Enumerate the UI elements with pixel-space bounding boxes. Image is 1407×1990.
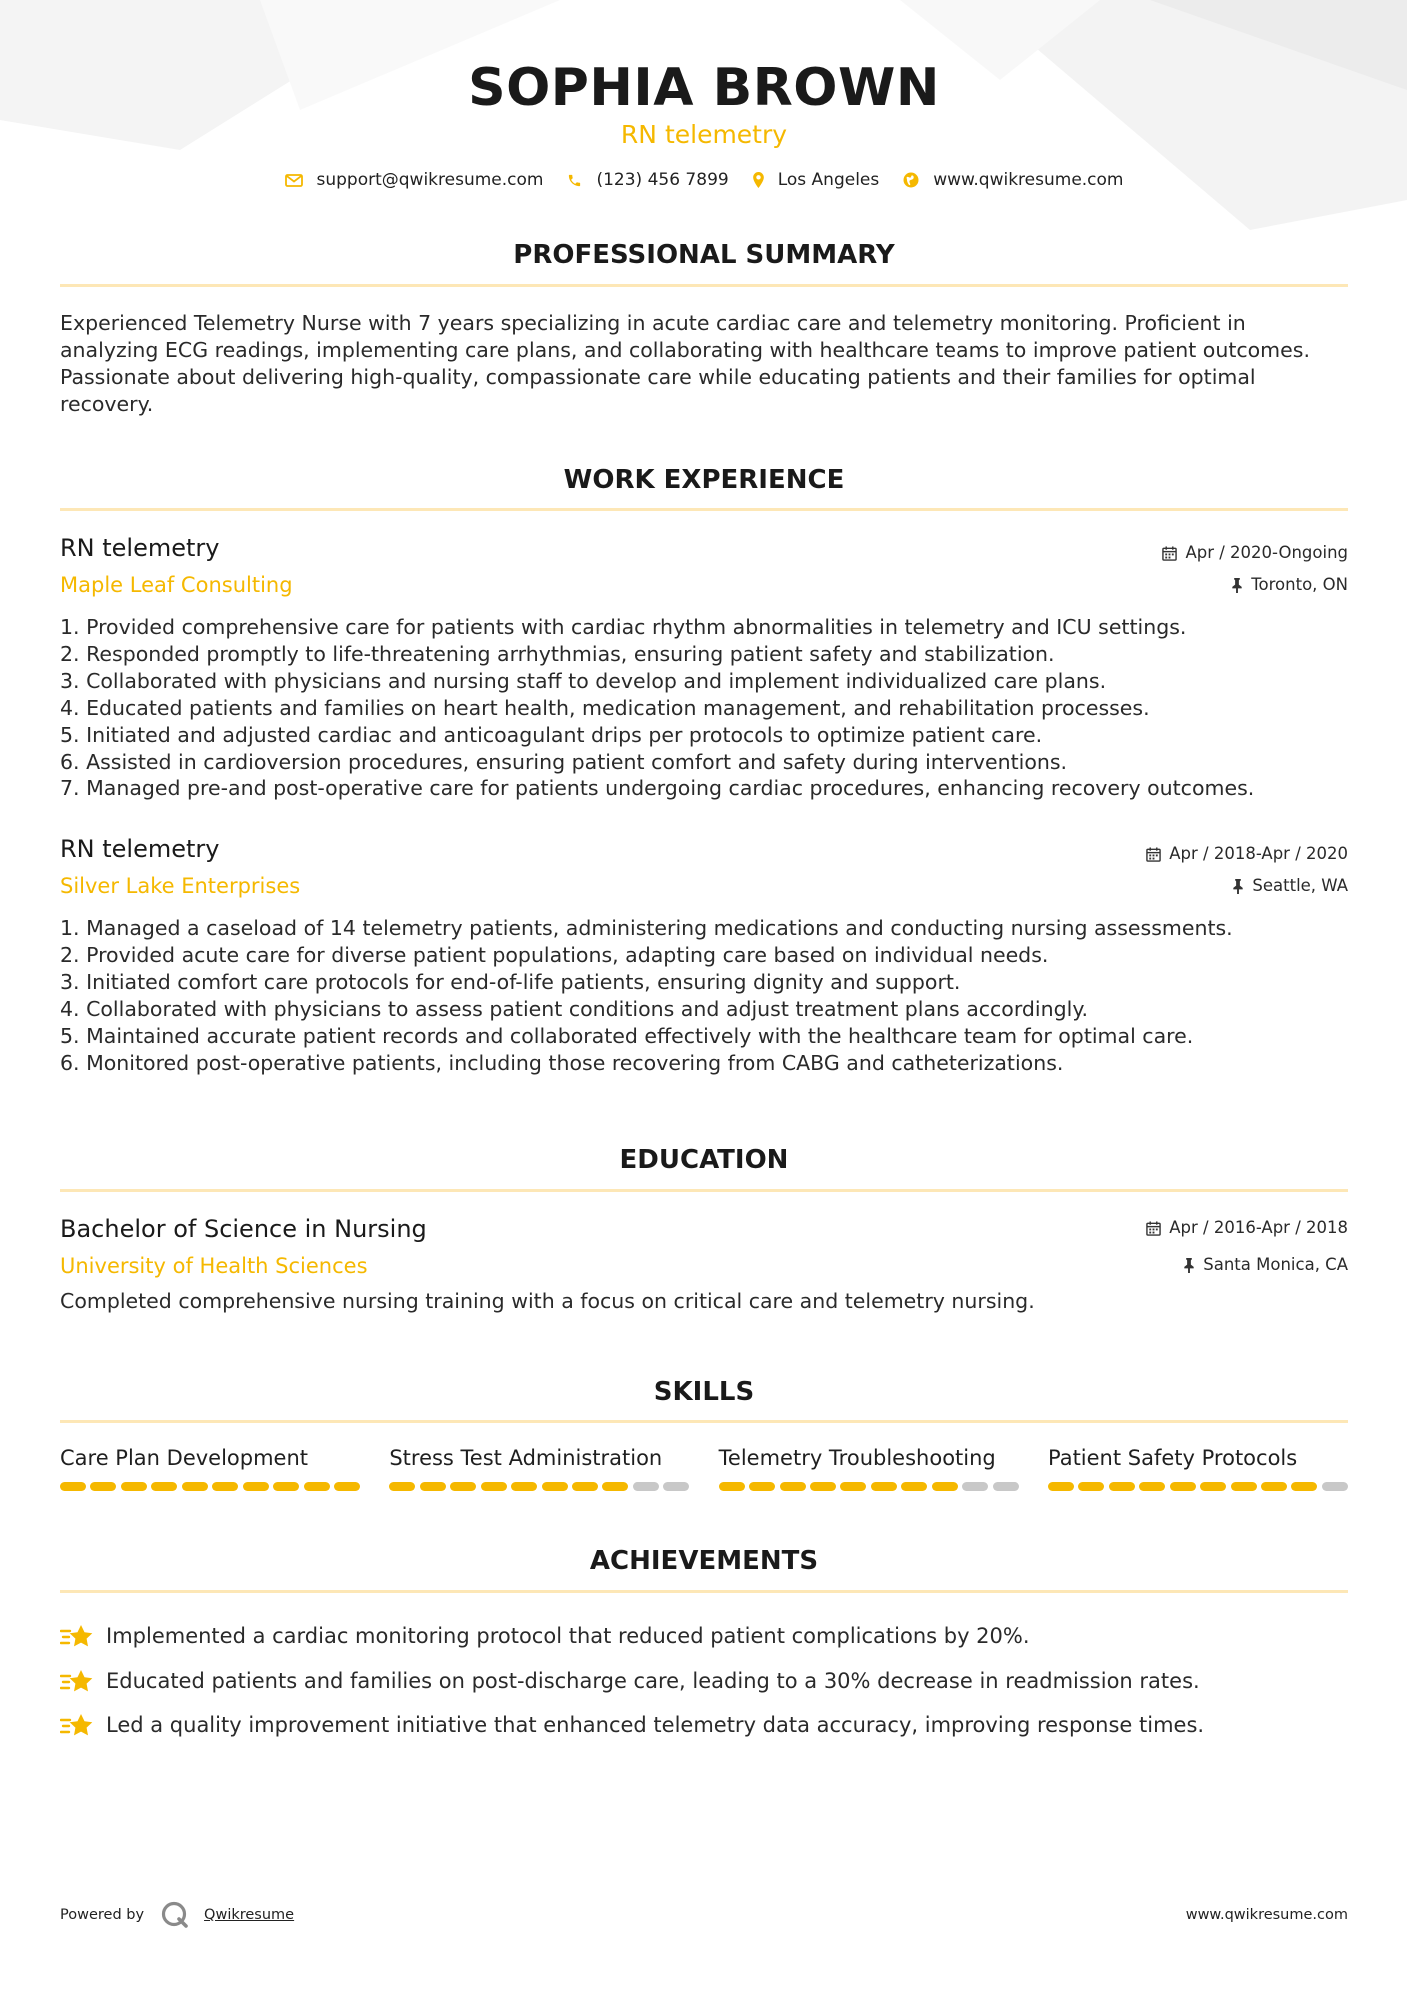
- list-item: 6. Monitored post-operative patients, including those recovering from CABG and catheterizations.: [60, 1050, 1064, 1075]
- skill-segment-filled: [1078, 1482, 1104, 1491]
- phone-text: (123) 456 7899: [596, 170, 729, 190]
- skill-segment-filled: [810, 1482, 836, 1491]
- skill-segment-filled: [60, 1482, 86, 1491]
- skill-segment-filled: [602, 1482, 628, 1491]
- skill-segment-filled: [1291, 1482, 1317, 1491]
- skill-rating-bar: [1048, 1482, 1348, 1491]
- skill-segment-filled: [273, 1482, 299, 1491]
- contact-phone[interactable]: [567, 170, 728, 190]
- achievement-item: [60, 1703, 1348, 1748]
- list-item: 2. Provided acute care for diverse patient populations, adapting care based on individual needs.: [60, 942, 1049, 967]
- job-title: RN telemetry: [60, 835, 220, 863]
- shooting-star-icon: [60, 1667, 94, 1695]
- shooting-star-icon: [60, 1622, 94, 1650]
- pushpin-icon: [1231, 578, 1243, 593]
- skill-segment-filled: [450, 1482, 476, 1491]
- achievement-text: Led a quality improvement initiative that enhanced telemetry data accuracy, improving response times.: [106, 1713, 1205, 1738]
- map-pin-icon: [753, 172, 764, 188]
- degree-title: Bachelor of Science in Nursing: [60, 1215, 427, 1243]
- shooting-star-icon: [60, 1711, 94, 1739]
- job-location-text: Seattle, WA: [1252, 876, 1348, 895]
- pushpin-icon: [1232, 879, 1244, 894]
- skill-segment-filled: [1109, 1482, 1135, 1491]
- skill-segment-filled: [182, 1482, 208, 1491]
- list-item: 5. Initiated and adjusted cardiac and anticoagulant drips per protocols to optimize patient care.: [60, 722, 1043, 747]
- education-location-text: Santa Monica, CA: [1203, 1255, 1348, 1274]
- section-divider: [60, 1189, 1348, 1192]
- skills-list: [60, 1444, 1348, 1491]
- skill-segment-filled: [572, 1482, 598, 1491]
- calendar-icon: [1162, 546, 1177, 561]
- skill-segment-filled: [212, 1482, 238, 1491]
- list-item: 4. Collaborated with physicians to assess patient conditions and adjust treatment plans accordingly.: [60, 996, 1089, 1021]
- section-divider: [60, 508, 1348, 511]
- skill-name: Care Plan Development: [60, 1446, 309, 1470]
- globe-icon: [903, 172, 919, 188]
- skill-name: Telemetry Troubleshooting: [718, 1446, 996, 1470]
- job-company: Maple Leaf Consulting: [60, 573, 293, 597]
- skill-rating-bar: [389, 1482, 689, 1491]
- list-item: 5. Maintained accurate patient records and collaborated effectively with the healthcare team for optimal care.: [60, 1023, 1194, 1048]
- skill-rating-bar: [60, 1482, 360, 1491]
- school-name: University of Health Sciences: [60, 1254, 368, 1278]
- achievement-item: [60, 1659, 1348, 1704]
- list-item: 3. Initiated comfort care protocols for end-of-life patients, ensuring dignity and support.: [60, 969, 961, 994]
- job-dates-text: Apr / 2020-Ongoing: [1185, 543, 1348, 562]
- list-item: 4. Educated patients and families on heart health, medication management, and rehabilitation processes.: [60, 695, 1150, 720]
- skill-segment-filled: [389, 1482, 415, 1491]
- pushpin-icon: [1183, 1258, 1195, 1273]
- section-title-achievements: ACHIEVEMENTS: [589, 1546, 819, 1576]
- job-location-text: Toronto, ON: [1251, 575, 1348, 594]
- achievement-text: Implemented a cardiac monitoring protocol that reduced patient complications by 20%.: [106, 1624, 1030, 1649]
- skill-item: [719, 1444, 1019, 1491]
- skill-segment-filled: [719, 1482, 745, 1491]
- job-location: [1232, 875, 1348, 897]
- section-title-education: EDUCATION: [619, 1145, 789, 1175]
- job-dates-text: Apr / 2018-Apr / 2020: [1169, 844, 1348, 863]
- footer-website[interactable]: www.qwikresume.com: [1185, 1907, 1348, 1923]
- powered-by-label: Powered by: [60, 1907, 145, 1923]
- phone-icon: [567, 173, 582, 188]
- skill-segment-filled: [1200, 1482, 1226, 1491]
- skill-segment-filled: [749, 1482, 775, 1491]
- achievement-item: [60, 1614, 1348, 1659]
- education-dates-text: Apr / 2016-Apr / 2018: [1169, 1218, 1348, 1237]
- skill-segment-filled: [780, 1482, 806, 1491]
- skill-item: [389, 1444, 689, 1491]
- skill-segment-filled: [420, 1482, 446, 1491]
- section-title-summary: PROFESSIONAL SUMMARY: [513, 240, 895, 270]
- education-description: Completed comprehensive nursing training with a focus on critical care and telemetry nursing.: [60, 1289, 1035, 1313]
- candidate-name: SOPHIA BROWN: [468, 58, 940, 118]
- candidate-title: RN telemetry: [620, 120, 788, 149]
- section-title-skills: SKILLS: [653, 1377, 755, 1407]
- section-divider: [60, 1420, 1348, 1423]
- list-item: 3. Collaborated with physicians and nursing staff to develop and implement individualized care plans.: [60, 668, 1107, 693]
- skill-segment-filled: [901, 1482, 927, 1491]
- envelope-icon: [285, 174, 303, 187]
- contact-bar: [60, 170, 1348, 190]
- skill-segment-empty: [962, 1482, 988, 1491]
- skill-segment-filled: [840, 1482, 866, 1491]
- section-divider: [60, 1590, 1348, 1593]
- calendar-icon: [1146, 1221, 1161, 1236]
- skill-segment-empty: [633, 1482, 659, 1491]
- skill-segment-filled: [90, 1482, 116, 1491]
- list-item: 7. Managed pre-and post-operative care for patients undergoing cardiac procedures, enhancing recovery outcomes.: [60, 776, 1255, 801]
- contact-location: [753, 170, 880, 190]
- skill-segment-filled: [121, 1482, 147, 1491]
- skill-segment-filled: [511, 1482, 537, 1491]
- skill-segment-filled: [481, 1482, 507, 1491]
- skill-segment-filled: [334, 1482, 360, 1491]
- achievements-list: [60, 1614, 1348, 1748]
- summary-text: Experienced Telemetry Nurse with 7 years specializing in acute cardiac care and telemetry monitoring. Proficient in analyzing ECG readings, implementing care plans, and collaborating with healthcare teams to improve patient outcomes. Passionate about delivering high-quality, compassionate care while educating patients and their families for optimal recovery.: [60, 311, 1310, 416]
- list-item: 6. Assisted in cardioversion procedures, ensuring patient comfort and safety during interventions.: [60, 749, 1068, 774]
- skill-item: [1048, 1444, 1348, 1491]
- list-item: 2. Responded promptly to life-threatening arrhythmias, ensuring patient safety and stabilization.: [60, 641, 1055, 666]
- contact-email[interactable]: [285, 170, 544, 190]
- skill-segment-filled: [1048, 1482, 1074, 1491]
- skill-segment-filled: [304, 1482, 330, 1491]
- skill-segment-filled: [1170, 1482, 1196, 1491]
- skill-segment-filled: [1231, 1482, 1257, 1491]
- job-dates: [1162, 542, 1348, 564]
- skill-rating-bar: [719, 1482, 1019, 1491]
- skill-segment-filled: [542, 1482, 568, 1491]
- location-text: Los Angeles: [777, 170, 880, 190]
- job-dates: [1146, 843, 1348, 865]
- achievement-text: Educated patients and families on post-discharge care, leading to a 30% decrease in readmission rates.: [106, 1668, 1200, 1693]
- footer: [60, 1900, 1348, 1930]
- skill-item: [60, 1444, 360, 1491]
- job-title: RN telemetry: [60, 534, 220, 562]
- contact-website[interactable]: [903, 170, 1123, 190]
- skill-segment-empty: [663, 1482, 689, 1491]
- skill-segment-filled: [1139, 1482, 1165, 1491]
- skill-segment-empty: [1322, 1482, 1348, 1491]
- section-divider: [60, 284, 1348, 287]
- qwikresume-logo-icon: [160, 1900, 190, 1930]
- list-item: 1. Managed a caseload of 14 telemetry patients, administering medications and conducting nursing assessments.: [60, 916, 1233, 940]
- skill-name: Patient Safety Protocols: [1047, 1446, 1298, 1470]
- skill-segment-filled: [243, 1482, 269, 1491]
- skill-segment-filled: [1261, 1482, 1287, 1491]
- footer-branding: [60, 1900, 294, 1930]
- skill-segment-filled: [151, 1482, 177, 1491]
- website-text: www.qwikresume.com: [933, 170, 1124, 190]
- skill-segment-filled: [871, 1482, 897, 1491]
- email-text: support@qwikresume.com: [316, 170, 544, 190]
- skill-segment-filled: [932, 1482, 958, 1491]
- qwikresume-link[interactable]: Qwikresume: [204, 1907, 295, 1923]
- job-company: Silver Lake Enterprises: [60, 874, 301, 898]
- skill-segment-empty: [993, 1482, 1019, 1491]
- job-location: [1231, 574, 1348, 596]
- section-title-experience: WORK EXPERIENCE: [563, 465, 845, 495]
- education-dates: [1146, 1217, 1348, 1239]
- job-bullets: [60, 614, 1348, 802]
- skill-name: Stress Test Administration: [389, 1446, 663, 1470]
- list-item: 1. Provided comprehensive care for patients with cardiac rhythm abnormalities in telemetry and ICU settings.: [60, 615, 1187, 639]
- education-location: [1183, 1254, 1348, 1276]
- job-bullets: [60, 915, 1348, 1076]
- calendar-icon: [1146, 847, 1161, 862]
